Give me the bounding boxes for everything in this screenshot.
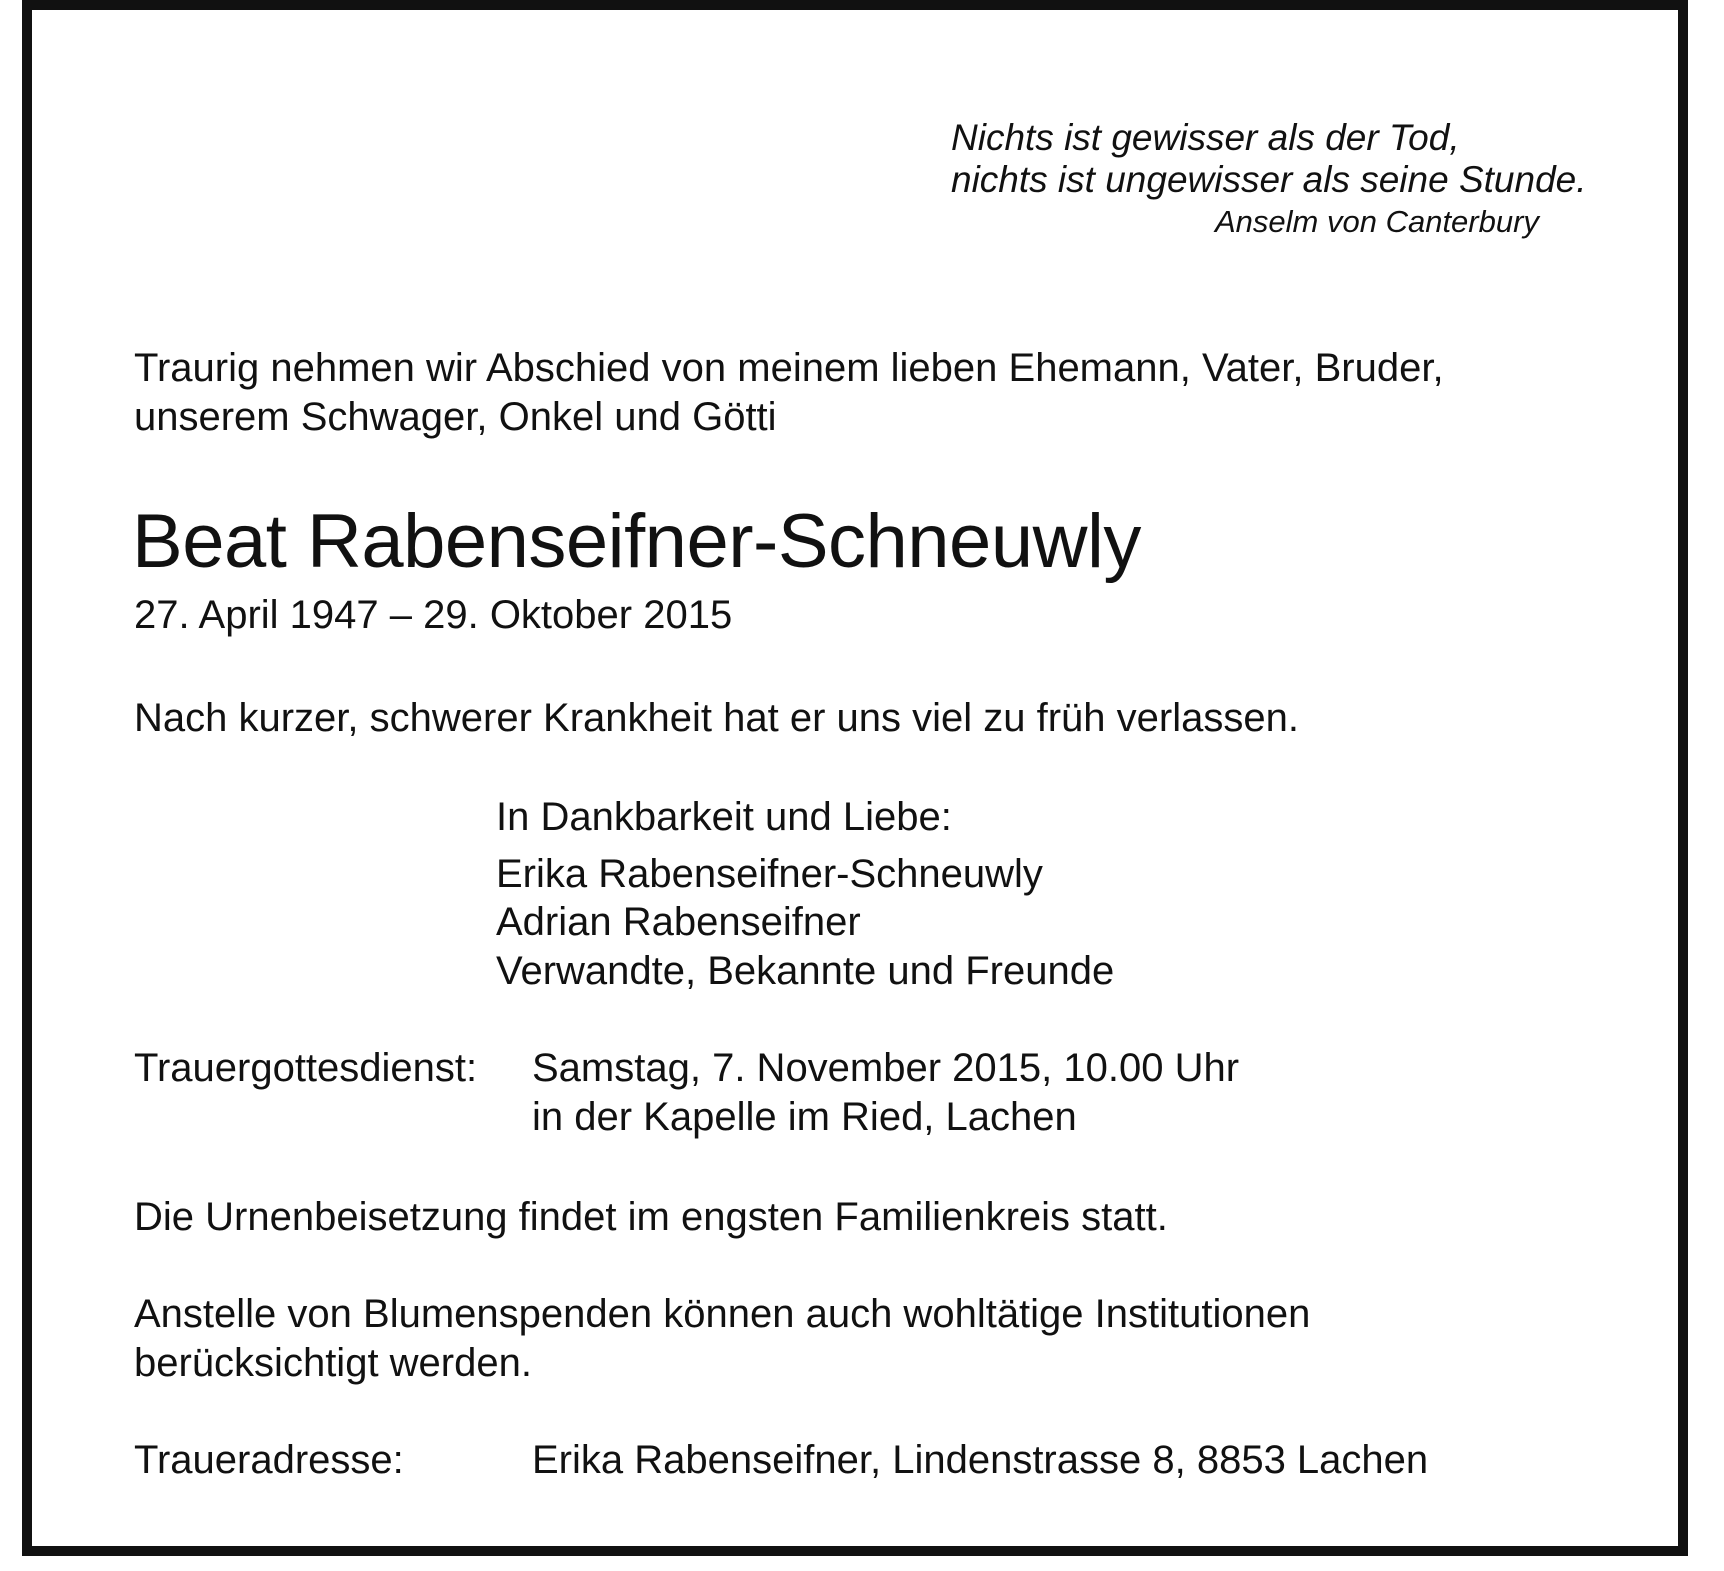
burial-note: Die Urnenbeisetzung findet im engsten Familienkreis statt. <box>134 1195 1168 1239</box>
quote-line-1: Nichts ist gewisser als der Tod, <box>951 117 1460 158</box>
quote-line-2: nichts ist ungewisser als seine Stunde. <box>951 159 1587 200</box>
service-label: Trauergottesdienst: <box>134 1046 478 1090</box>
address-value: Erika Rabenseifner, Lindenstrasse 8, 8853 Lachen <box>532 1438 1429 1482</box>
service-location: in der Kapelle im Ried, Lachen <box>532 1095 1077 1139</box>
farewell-message: Nach kurzer, schwerer Krankheit hat er uns viel zu früh verlassen. <box>134 696 1299 740</box>
service-date: Samstag, 7. November 2015, 10.00 Uhr <box>532 1046 1240 1090</box>
intro-line-2: unserem Schwager, Onkel und Götti <box>134 395 777 439</box>
donations-line-1: Anstelle von Blumenspenden können auch wohltätige Institutionen <box>134 1292 1311 1336</box>
mourner-name: Verwandte, Bekannte und Freunde <box>496 949 1115 993</box>
mourners-heading: In Dankbarkeit und Liebe: <box>496 795 952 839</box>
donations-line-2: berücksichtigt werden. <box>134 1341 532 1385</box>
intro-line-1: Traurig nehmen wir Abschied von meinem lieben Ehemann, Vater, Bruder, <box>134 346 1444 390</box>
mourner-name: Erika Rabenseifner-Schneuwly <box>496 852 1043 896</box>
deceased-name: Beat Rabenseifner-Schneuwly <box>132 499 1141 584</box>
quote-author: Anselm von Canterbury <box>1215 204 1539 239</box>
mourner-name: Adrian Rabenseifner <box>496 900 861 944</box>
life-dates: 27. April 1947 – 29. Oktober 2015 <box>134 593 733 637</box>
address-label: Traueradresse: <box>134 1438 404 1482</box>
